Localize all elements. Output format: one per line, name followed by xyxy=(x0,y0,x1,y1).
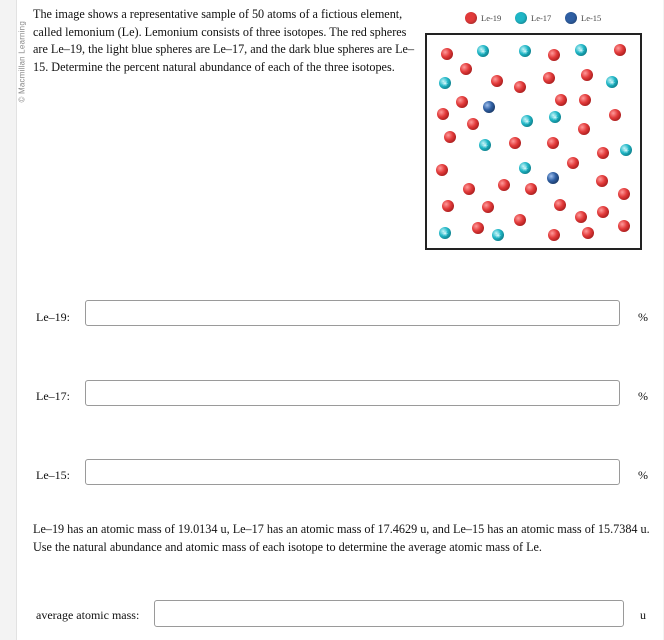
le19-atom xyxy=(491,75,503,87)
question-text: The image shows a representative sample of 50 atoms of a fictious element, called lemonium (Le). Lemonium consists of three isotopes. The red spheres are Le–19, the light blue spheres are Le–17, and the dark blue spheres are Le–15. Determine the percent natural abundance of each of the three isotopes. xyxy=(33,7,415,74)
legend-item-le15 xyxy=(565,12,601,24)
le19-atom xyxy=(444,131,456,143)
le19-atom xyxy=(614,44,626,56)
le19-atom xyxy=(597,147,609,159)
le19-atom xyxy=(525,183,537,195)
le19-atom xyxy=(582,227,594,239)
le19-atom xyxy=(437,108,449,120)
le19-atom xyxy=(460,63,472,75)
le17-atom-sparkle-icon: ✳ xyxy=(552,114,558,122)
le17-atom-sparkle-icon: ✳ xyxy=(522,165,528,173)
le19-atom xyxy=(482,201,494,213)
le17-atom-sparkle-icon: ✳ xyxy=(480,48,486,56)
le15-input[interactable] xyxy=(85,459,620,485)
le17-label: Le–17: xyxy=(36,389,70,403)
le19-atom xyxy=(548,49,560,61)
le17-unit: % xyxy=(638,389,648,403)
le19-atom xyxy=(596,175,608,187)
le19-atom xyxy=(456,96,468,108)
atomic-mass-note: Le–19 has an atomic mass of 19.0134 u, Le–17 has an atomic mass of 17.4629 u, and Le–15 has an atomic mass of 15.7384 u. Use the natural abundance and atomic mass of each isotope to determine the average atomic mass of Le. xyxy=(33,522,650,554)
le19-atom xyxy=(547,137,559,149)
le19-atom xyxy=(555,94,567,106)
le19-atom xyxy=(441,48,453,60)
dark-blue-sphere-icon xyxy=(565,12,577,24)
light-blue-sphere-icon xyxy=(515,12,527,24)
le19-atom xyxy=(554,199,566,211)
le19-atom xyxy=(514,214,526,226)
legend xyxy=(465,12,615,28)
le19-atom xyxy=(609,109,621,121)
le19-unit: % xyxy=(638,310,648,324)
le19-atom xyxy=(442,200,454,212)
le17-atom-sparkle-icon: ✳ xyxy=(522,48,528,56)
le19-atom xyxy=(514,81,526,93)
le19-atom xyxy=(498,179,510,191)
le17-atom-sparkle-icon: ✳ xyxy=(442,230,448,238)
le17-input[interactable] xyxy=(85,380,620,406)
credit-text: © Macmillan Learning xyxy=(17,21,27,103)
le17-atom-sparkle-icon: ✳ xyxy=(623,147,629,155)
le19-atom xyxy=(575,211,587,223)
average-atomic-mass-unit: u xyxy=(640,608,646,622)
le17-atom-sparkle-icon: ✳ xyxy=(609,79,615,87)
le15-atom xyxy=(547,172,559,184)
atom-group xyxy=(436,44,632,241)
le17-atom-sparkle-icon: ✳ xyxy=(578,47,584,55)
le17-atom-sparkle-icon: ✳ xyxy=(442,80,448,88)
legend-item-le19 xyxy=(465,12,501,24)
average-atomic-mass-label: average atomic mass: xyxy=(36,608,140,622)
legend-label: Le-17 xyxy=(531,13,552,23)
le17-atom-sparkle-icon: ✳ xyxy=(482,142,488,150)
le15-atom xyxy=(483,101,495,113)
red-sphere-icon xyxy=(465,12,477,24)
le15-unit: % xyxy=(638,468,648,482)
le19-atom xyxy=(597,206,609,218)
le19-atom xyxy=(543,72,555,84)
credit-watermark xyxy=(14,8,30,108)
le19-atom xyxy=(467,118,479,130)
le19-atom xyxy=(463,183,475,195)
legend-label: Le-19 xyxy=(481,13,502,23)
le19-label: Le–19: xyxy=(36,310,70,324)
le17-atom-sparkle-icon: ✳ xyxy=(495,232,501,240)
le19-input[interactable] xyxy=(85,300,620,326)
le19-atom xyxy=(618,220,630,232)
le19-atom xyxy=(548,229,560,241)
le19-atom xyxy=(581,69,593,81)
le19-atom xyxy=(578,123,590,135)
le19-atom xyxy=(472,222,484,234)
atom-sample-box xyxy=(425,33,642,250)
legend-item-le17 xyxy=(515,12,551,24)
le19-atom xyxy=(579,94,591,106)
le15-label: Le–15: xyxy=(36,468,70,482)
le17-atom-sparkle-icon: ✳ xyxy=(524,118,530,126)
atom-sample-svg xyxy=(427,35,640,248)
le19-atom xyxy=(618,188,630,200)
le19-atom xyxy=(567,157,579,169)
average-atomic-mass-input[interactable] xyxy=(154,600,624,627)
legend-label: Le-15 xyxy=(581,13,602,23)
le19-atom xyxy=(436,164,448,176)
le19-atom xyxy=(509,137,521,149)
